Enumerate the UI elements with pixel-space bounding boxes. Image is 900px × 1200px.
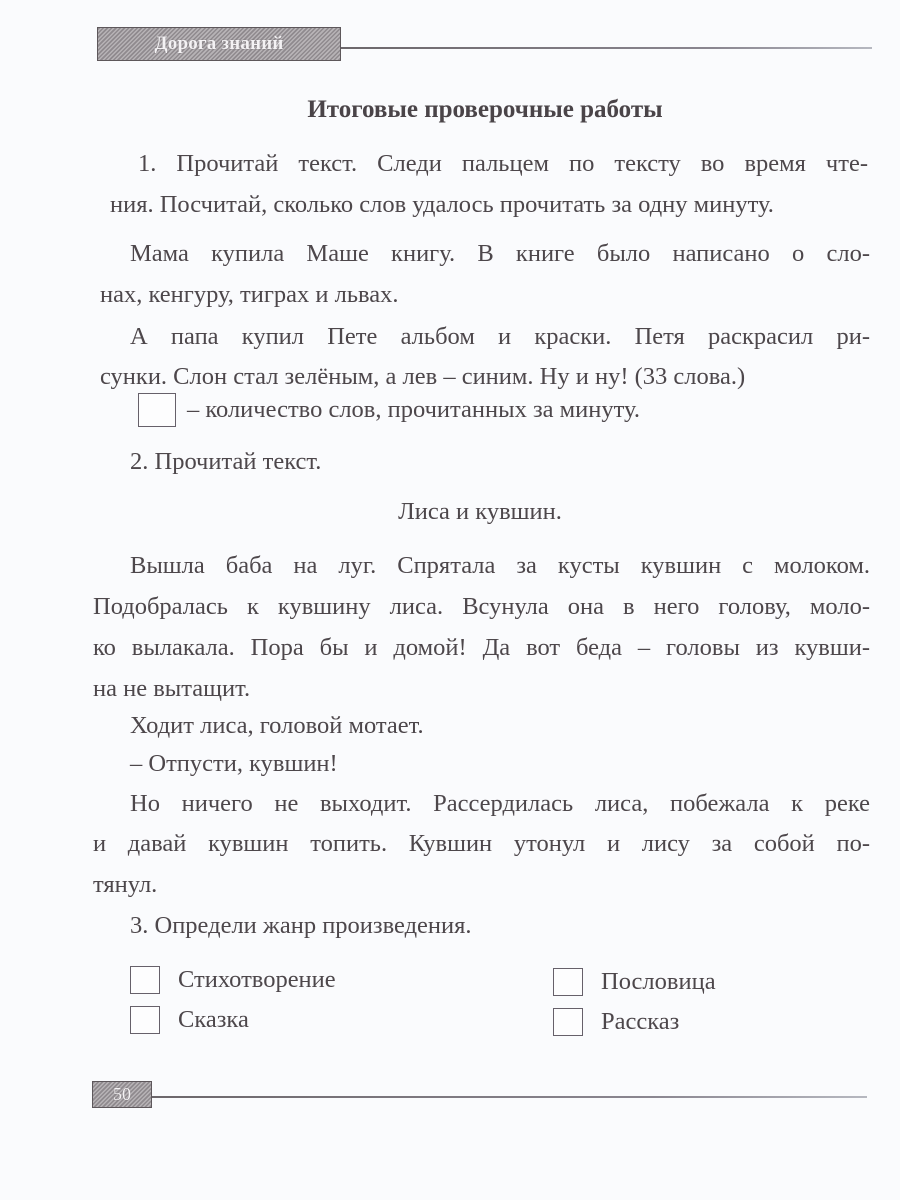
task1-instruction-cont	[110, 184, 870, 225]
story-paragraph4-line-2: и давай кувшин топить. Кувшин утонул и лису за собой по-	[93, 830, 870, 857]
words-count-row	[138, 393, 640, 427]
words-count-label: – количество слов, прочитанных за минуту.	[187, 396, 640, 423]
task3-instruction: 3. Определи жанр произведения.	[130, 912, 472, 939]
story-paragraph1-line-4: на не вытащит.	[93, 675, 251, 702]
story-paragraph4	[130, 783, 870, 824]
story-paragraph1-line-3: ко вылакала. Пора бы и домой! Да вот беда – головы из кувши-	[93, 634, 870, 661]
option-story-label: Рассказ	[601, 1008, 680, 1035]
task1-paragraph2-line-1: А папа купил Пете альбом и краски. Петя раскрасил ри-	[130, 323, 870, 350]
header-rule	[341, 47, 872, 49]
task1-paragraph1-line-2: нах, кенгуру, тиграх и львах.	[100, 281, 399, 308]
option-fairy-tale-checkbox[interactable]	[130, 1006, 160, 1034]
page-title: Итоговые проверочные работы	[307, 96, 663, 123]
section-header-tab	[97, 27, 341, 61]
section-label: Дорога знаний	[154, 33, 284, 54]
story-paragraph1-cont	[93, 586, 870, 709]
story-paragraph4-line-1: Но ничего не выходит. Рассердилась лиса, побежала к реке	[130, 790, 870, 817]
task1-instruction	[138, 143, 868, 184]
page-number: 50	[113, 1084, 131, 1104]
story-paragraph1	[130, 545, 870, 586]
task1-instruction-line-2: ния. Посчитай, сколько слов удалось прочитать за одну минуту.	[110, 191, 774, 218]
option-proverb[interactable]	[553, 968, 716, 996]
option-story-checkbox[interactable]	[553, 1008, 583, 1036]
option-fairy-tale[interactable]	[130, 1006, 249, 1034]
task1-paragraph2	[130, 316, 870, 357]
task1-paragraph2-line-2: сунки. Слон стал зелёным, а лев – синим. Ну и ну! (33 слова.)	[100, 363, 746, 390]
option-proverb-checkbox[interactable]	[553, 968, 583, 996]
story-title: Лиса и кувшин.	[398, 498, 562, 525]
page-number-tab	[92, 1081, 152, 1108]
story-paragraph2: Ходит лиса, головой мотает.	[130, 712, 424, 739]
task1-instruction-line-1: 1. Прочитай текст. Следи пальцем по тексту во время чте-	[138, 150, 868, 177]
story-paragraph4-cont	[93, 823, 870, 905]
option-poem-checkbox[interactable]	[130, 966, 160, 994]
words-count-box[interactable]	[138, 393, 176, 427]
task2-instruction: 2. Прочитай текст.	[130, 448, 322, 475]
story-paragraph4-line-3: тянул.	[93, 871, 158, 898]
footer-rule	[152, 1096, 867, 1098]
option-fairy-tale-label: Сказка	[178, 1006, 249, 1033]
option-proverb-label: Пословица	[601, 968, 716, 995]
story-paragraph1-line-2: Подобралась к кувшину лиса. Всунула она в него голову, моло-	[93, 593, 870, 620]
option-poem[interactable]	[130, 966, 336, 994]
task1-paragraph1-line-1: Мама купила Маше книгу. В книге было написано о сло-	[130, 240, 870, 267]
option-poem-label: Стихотворение	[178, 966, 336, 993]
task1-paragraph2-cont	[100, 356, 870, 397]
story-paragraph3: – Отпусти, кувшин!	[130, 750, 338, 777]
story-paragraph1-line-1: Вышла баба на луг. Спрятала за кусты кувшин с молоком.	[130, 552, 870, 579]
task1-paragraph1-cont	[100, 274, 860, 315]
option-story[interactable]	[553, 1008, 679, 1036]
task1-paragraph1	[130, 233, 870, 274]
